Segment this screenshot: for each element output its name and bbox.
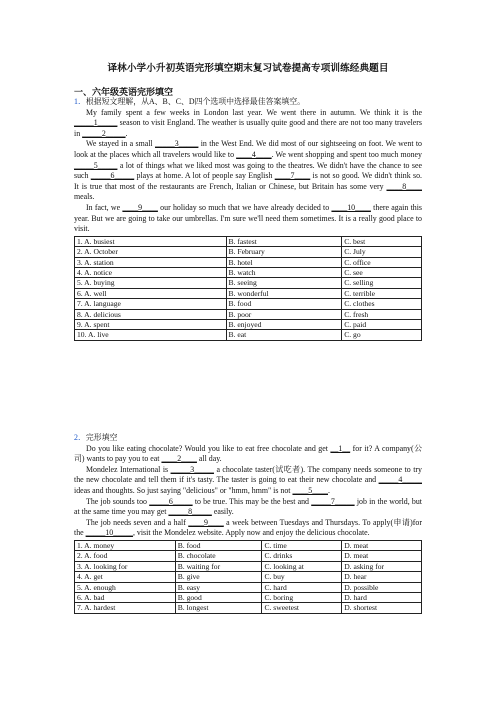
answer-blank: _____5_____ [74, 160, 118, 170]
passage-paragraph [74, 108, 422, 140]
option-cell: B. give [175, 572, 262, 582]
passage-text: a week between Tuesdays and Thursdays. To apply(申请)for the [74, 517, 422, 538]
option-cell: D. meat [342, 540, 422, 550]
option-cell: C. looking at [262, 561, 342, 571]
option-cell: D. possible [342, 582, 422, 592]
passage-text: to be true. This may be the best and [192, 496, 312, 506]
option-cell: 1. A. money [75, 540, 176, 550]
question-2-number: 2． [74, 433, 86, 442]
option-cell: 7. A. language [75, 299, 227, 309]
option-cell: B. longest [175, 603, 262, 613]
passage-text: is not so good. We didn't think so. It is true that most of the restaurants are French, Italian or Chinese, but Britain has some very [74, 171, 422, 191]
passage-text: Mondelez International is [86, 464, 171, 474]
option-row [75, 247, 422, 257]
option-cell: C. paid [342, 319, 422, 329]
passage-paragraph [74, 518, 422, 539]
option-cell: 9. A. spent [75, 319, 227, 329]
answer-blank: ____10____ [331, 202, 371, 212]
passage-text: Do you like eating chocolate? Would you like to eat free chocolate and get [86, 443, 331, 453]
question-1-options-table [74, 236, 422, 341]
option-cell: C. go [342, 330, 422, 340]
question-2-passage [74, 444, 422, 539]
question-2-instruction: 完形填空 [85, 433, 118, 442]
answer-blank: ____9____ [188, 517, 224, 527]
option-cell: 3. A. looking for [75, 561, 176, 571]
passage-paragraph [74, 139, 422, 203]
option-cell: D. hear [342, 572, 422, 582]
question-1-number: 1． [74, 97, 86, 106]
passage-text: there again this year. But we are going to take our umbrellas. I'm sure we'll need them sometimes. It is a really good place to visit. [74, 202, 422, 234]
answer-blank: ____4____ [236, 149, 272, 159]
option-cell: 3. A. station [75, 257, 227, 267]
passage-paragraph [74, 203, 422, 235]
option-cell: C. office [342, 257, 422, 267]
option-cell: C. fresh [342, 309, 422, 319]
question-1-title [74, 97, 422, 108]
passage-text: a lot of things what we liked most was going to the theatres. We didn't have the chance to see such [74, 160, 422, 181]
passage-text: meals. [74, 192, 95, 202]
option-cell: 5. A. buying [75, 278, 227, 288]
option-row [75, 582, 422, 592]
option-cell: B. waiting for [175, 561, 262, 571]
passage-text: . [328, 485, 330, 495]
answer-blank: _____1_____ [74, 118, 118, 128]
option-cell: B. food [175, 540, 262, 550]
question-2 [74, 433, 422, 614]
passage-text: . [125, 128, 128, 138]
passage-text: In fact, we [86, 202, 123, 212]
option-row [75, 278, 422, 288]
option-cell: C. buy [262, 572, 342, 582]
option-row [75, 288, 422, 298]
answer-blank: ____7____ [274, 171, 311, 181]
option-cell: 2. A. October [75, 247, 227, 257]
option-cell: 7. A. hardest [75, 603, 176, 613]
option-cell: C. best [342, 236, 422, 246]
passage-paragraph [74, 465, 422, 497]
option-cell: B. hotel [226, 257, 342, 267]
passage-text: plays at home. A lot of people say English [134, 171, 275, 181]
answer-blank: ____9____ [122, 202, 158, 212]
option-row [75, 540, 422, 550]
answer-blank: _____3_____ [154, 139, 199, 149]
passage-text: . We went shopping and spent too much money [271, 149, 422, 159]
option-cell: C. drinks [262, 551, 342, 561]
option-row [75, 267, 422, 277]
passage-text: in the West End. We did most of our sightseeing on foot. We went to look at the places which all travelers would like to [74, 139, 422, 159]
option-cell: C. hard [262, 582, 342, 592]
question-2-options-table [74, 540, 422, 614]
option-row [75, 603, 422, 613]
answer-blank: ____8____ [386, 181, 422, 191]
option-row [75, 299, 422, 309]
option-cell: 4. A. notice [75, 267, 227, 277]
option-cell: C. time [262, 540, 342, 550]
document-title: 译林小学小升初英语完形填空期末复习试卷提高专项训练经典题目 [107, 63, 389, 74]
option-cell: B. February [226, 247, 342, 257]
passage-text: a chocolate taster(试吃者). The company needs someone to try the new chocolate and tell them if it's tasty. The taster is going to eat their new chocolate and [74, 464, 422, 485]
passage-text: The job needs seven and a half [86, 517, 189, 527]
option-cell: 4. A. get [75, 572, 176, 582]
option-cell: D. meat [342, 551, 422, 561]
passage-paragraph [74, 497, 422, 518]
passage-text: our holiday so much that we have already decided to [157, 202, 332, 212]
option-cell: B. chocolate [175, 551, 262, 561]
answer-blank: ____5____ [292, 485, 328, 495]
option-row [75, 319, 422, 329]
option-cell: 5. A. enough [75, 582, 176, 592]
option-cell: C. boring [262, 592, 342, 602]
option-row [75, 561, 422, 571]
option-row [75, 592, 422, 602]
answer-blank: _____3_____ [170, 464, 214, 474]
question-1 [74, 97, 422, 341]
option-cell: C. selling [342, 278, 422, 288]
option-cell: C. see [342, 267, 422, 277]
question-1-instruction: 根据短文理解，从A、B、C、D四个选项中选择最佳答案填空。 [85, 97, 306, 106]
option-cell: B. watch [226, 267, 342, 277]
passage-text: The job sounds too [86, 496, 150, 506]
answer-blank: ____2____ [161, 454, 197, 464]
option-cell: 1. A. busiest [75, 236, 227, 246]
passage-text: My family spent a few weeks in London last year. We went there in autumn. We think it is the [86, 107, 422, 117]
passage-text: We stayed in a small [86, 139, 155, 149]
option-cell: D. shortest [342, 603, 422, 613]
answer-blank: _____6_____ [90, 171, 135, 181]
passage-text: season to visit England. The weather is usually quite good and there are not too many travelers in [74, 118, 422, 138]
option-cell: C. July [342, 247, 422, 257]
option-cell: C. clothes [342, 299, 422, 309]
answer-blank: _____6_____ [149, 496, 193, 506]
question-2-title [74, 433, 422, 444]
passage-text: all day. [196, 454, 222, 464]
option-cell: D. hard [342, 592, 422, 602]
option-row [75, 257, 422, 267]
option-row [75, 551, 422, 561]
passage-text: , visit the Mondelez website. Apply now and enjoy the delicious chocolate. [132, 528, 370, 538]
question-1-passage [74, 108, 422, 235]
option-cell: B. wonderful [226, 288, 342, 298]
option-cell: B. fastest [226, 236, 342, 246]
answer-blank: _____8_____ [168, 507, 212, 517]
option-cell: C. sweetest [262, 603, 342, 613]
option-cell: 6. A. well [75, 288, 227, 298]
option-cell: B. eat [226, 330, 342, 340]
option-cell: D. asking for [342, 561, 422, 571]
passage-text: easily. [211, 507, 234, 517]
option-cell: C. terrible [342, 288, 422, 298]
answer-blank: _____10_____ [85, 528, 133, 538]
option-cell: B. enjoyed [226, 319, 342, 329]
option-cell: B. food [226, 299, 342, 309]
passage-text: ideas and thoughts. So just saying "delicious" or "hmm, hmm" is not [74, 485, 293, 495]
option-row [75, 236, 422, 246]
option-cell: B. seeing [226, 278, 342, 288]
answer-blank: _____7_____ [311, 496, 355, 506]
passage-text: for it? A company(公司) wants to pay you to eat [74, 443, 422, 464]
option-row [75, 309, 422, 319]
section-heading: 一、六年级英语完形填空 [74, 87, 174, 97]
option-cell: 6. A. bad [75, 592, 176, 602]
option-cell: B. poor [226, 309, 342, 319]
option-row [75, 572, 422, 582]
answer-blank: _____4_____ [378, 475, 422, 485]
passage-text: job in the world, but at the same time you may get [74, 496, 422, 517]
option-cell: 2. A. food [75, 551, 176, 561]
answer-blank: __1__ [330, 443, 351, 453]
option-cell: B. easy [175, 582, 262, 592]
option-cell: 10. A. live [75, 330, 227, 340]
passage-paragraph [74, 444, 422, 465]
option-cell: 8. A. delicious [75, 309, 227, 319]
answer-blank: _____2_____ [82, 128, 126, 138]
option-cell: B. good [175, 592, 262, 602]
option-row [75, 330, 422, 340]
